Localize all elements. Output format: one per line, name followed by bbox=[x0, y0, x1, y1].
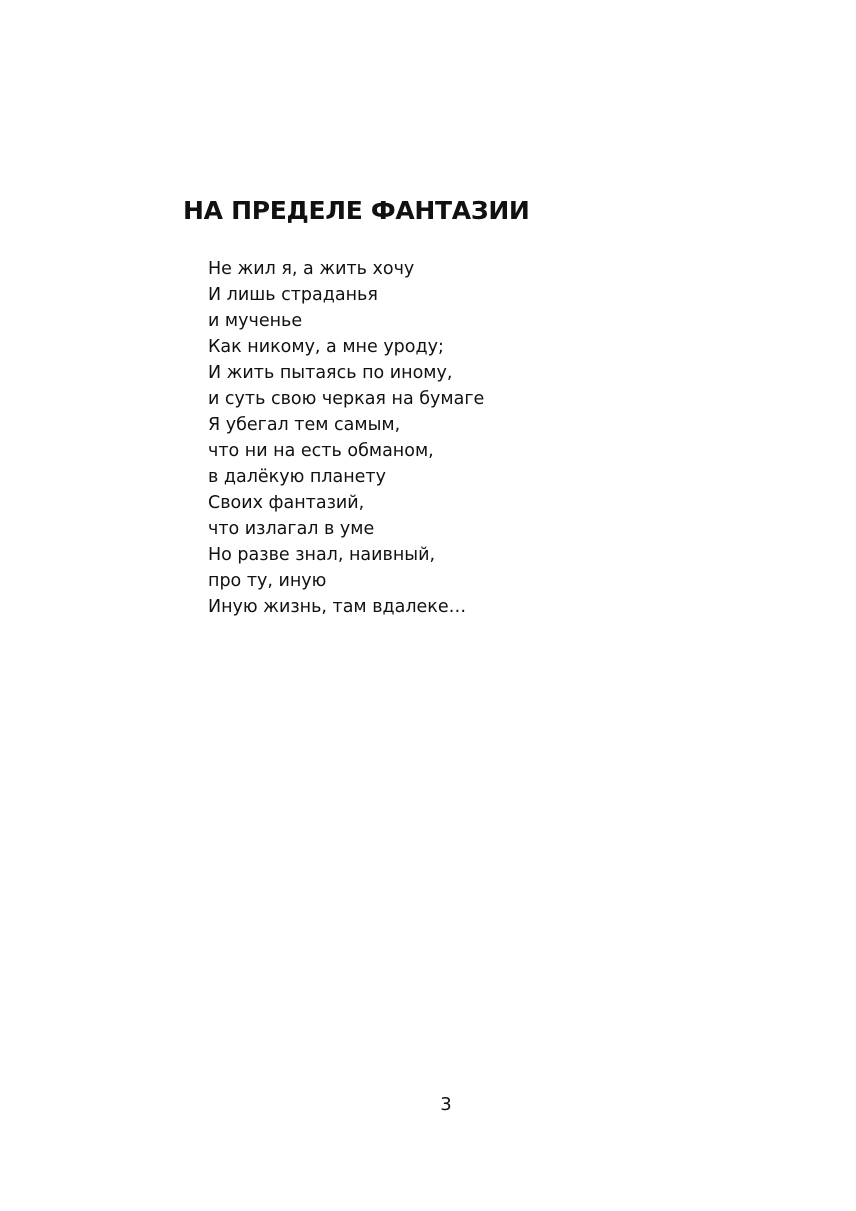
poem-line: и мученье bbox=[208, 311, 303, 331]
poem-line: в далёкую планету bbox=[208, 467, 386, 487]
poem-line: про ту, иную bbox=[208, 571, 327, 591]
poem-body bbox=[208, 256, 484, 620]
poem-line: Как никому, а мне уроду; bbox=[208, 337, 444, 357]
poem-line: Но разве знал, наивный, bbox=[208, 545, 436, 565]
poem-line: Я убегал тем самым, bbox=[208, 415, 401, 435]
poem-line: что излагал в уме bbox=[208, 519, 375, 539]
poem-line: Не жил я, а жить хочу bbox=[208, 259, 415, 279]
poem-title: НА ПРЕДЕЛЕ ФАНТАЗИИ bbox=[183, 196, 530, 225]
page-number: 3 bbox=[440, 1094, 452, 1115]
poem-line: Своих фантазий, bbox=[208, 493, 365, 513]
poem-line: и суть свою черкая на бумаге bbox=[208, 389, 485, 409]
poem-line: И жить пытаясь по иному, bbox=[208, 363, 453, 383]
poem-line: И лишь страданья bbox=[208, 285, 378, 305]
poem-line: что ни на есть обманом, bbox=[208, 441, 434, 461]
poem-line: Иную жизнь, там вдалеке… bbox=[208, 597, 467, 617]
